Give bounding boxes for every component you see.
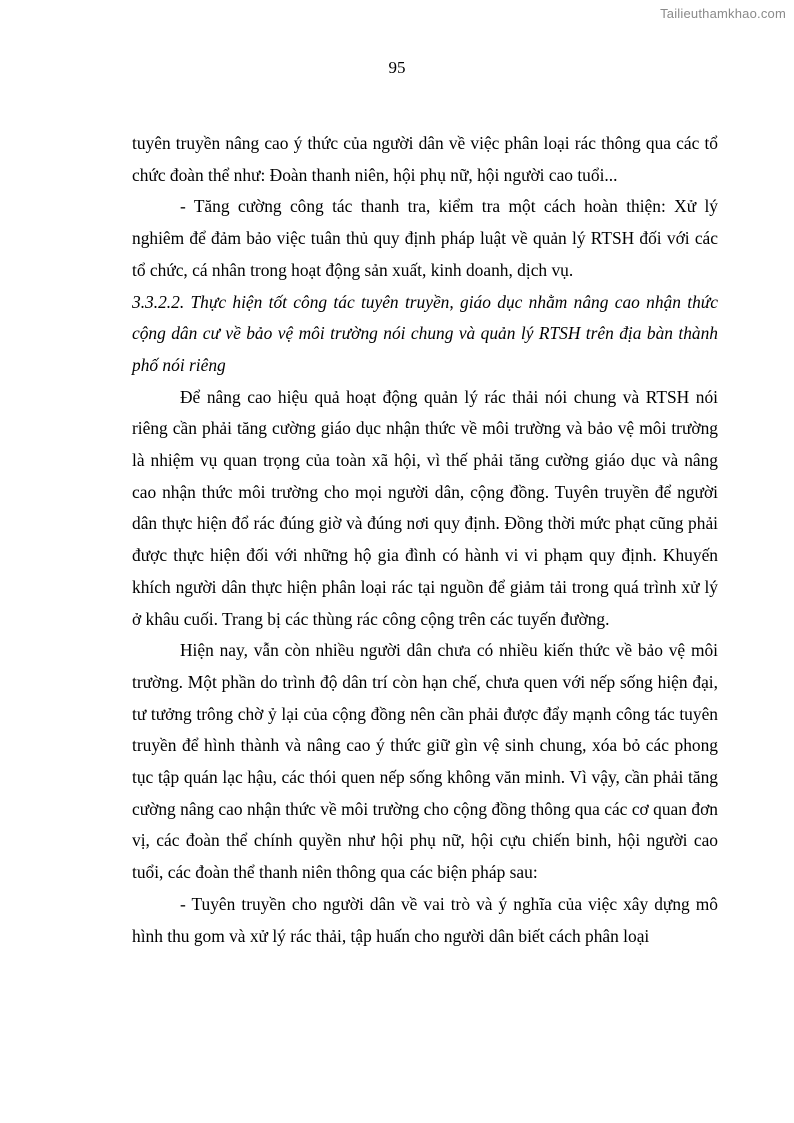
paragraph-awareness: Để nâng cao hiệu quả hoạt động quản lý rác thải nói chung và RTSH nói riêng cần phải tăng cường giáo dục nhận thức về môi trường và bảo vệ môi trường là nhiệm vụ quan trọng của toàn xã hội, vì thế phải tăng cường giáo dục và nâng cao nhận thức môi trường cho mọi người dân, cộng đồng. Tuyên truyền để người dân thực hiện đổ rác đúng giờ và đúng nơi quy định. Đồng thời mức phạt cũng phải được thực hiện đối với những hộ gia đình có hành vi vi phạm quy định. Khuyến khích người dân thực hiện phân loại rác tại nguồn để giảm tải trong quá trình xử lý ở khâu cuối. Trang bị các thùng rác công cộng trên các tuyến đường. — [132, 386, 718, 629]
paragraph-propaganda: - Tuyên truyền cho người dân về vai trò và ý nghĩa của việc xây dựng mô hình thu gom và xử lý rác thải, tập huấn cho người dân biết cách phân loại — [132, 893, 718, 946]
section-heading: 3.3.2.2. Thực hiện tốt công tác tuyên truyền, giáo dục nhằm nâng cao nhận thức cộng dân cư về bảo vệ môi trường nói chung và quản lý RTSH trên địa bàn thành phố nói riêng — [132, 291, 718, 375]
watermark: Tailieuthamkhao.com — [660, 6, 786, 21]
paragraph-inspection: - Tăng cường công tác thanh tra, kiểm tra một cách hoàn thiện: Xử lý nghiêm để đảm bảo việc tuân thủ quy định pháp luật về quản lý RTSH đối với các tổ chức, cá nhân trong hoạt động sản xuất, kinh doanh, dịch vụ. — [132, 196, 718, 280]
page-number: 95 — [388, 58, 406, 77]
document-body — [132, 128, 718, 952]
paragraph-current-situation: Hiện nay, vẫn còn nhiều người dân chưa có nhiều kiến thức về bảo vệ môi trường. Một phần do trình độ dân trí còn hạn chế, chưa quen với nếp sống hiện đại, tư tưởng trông chờ ỷ lại của cộng đồng nên cần phải được đẩy mạnh công tác tuyên truyền để hình thành và nâng cao ý thức giữ gìn vệ sinh chung, xóa bỏ các phong tục tập quán lạc hậu, các thói quen nếp sống không văn minh. Vì vậy, cần phải tăng cường nâng cao nhận thức về môi trường cho cộng đồng thông qua các cơ quan đơn vị, các đoàn thể chính quyền như hội phụ nữ, hội cựu chiến binh, hội người cao tuổi, các đoàn thể thanh niên thông qua các biện pháp sau: — [132, 640, 718, 883]
paragraph-continuation: tuyên truyền nâng cao ý thức của người dân về việc phân loại rác thông qua các tổ chức đoàn thể như: Đoàn thanh niên, hội phụ nữ, hội người cao tuổi... — [132, 133, 718, 185]
